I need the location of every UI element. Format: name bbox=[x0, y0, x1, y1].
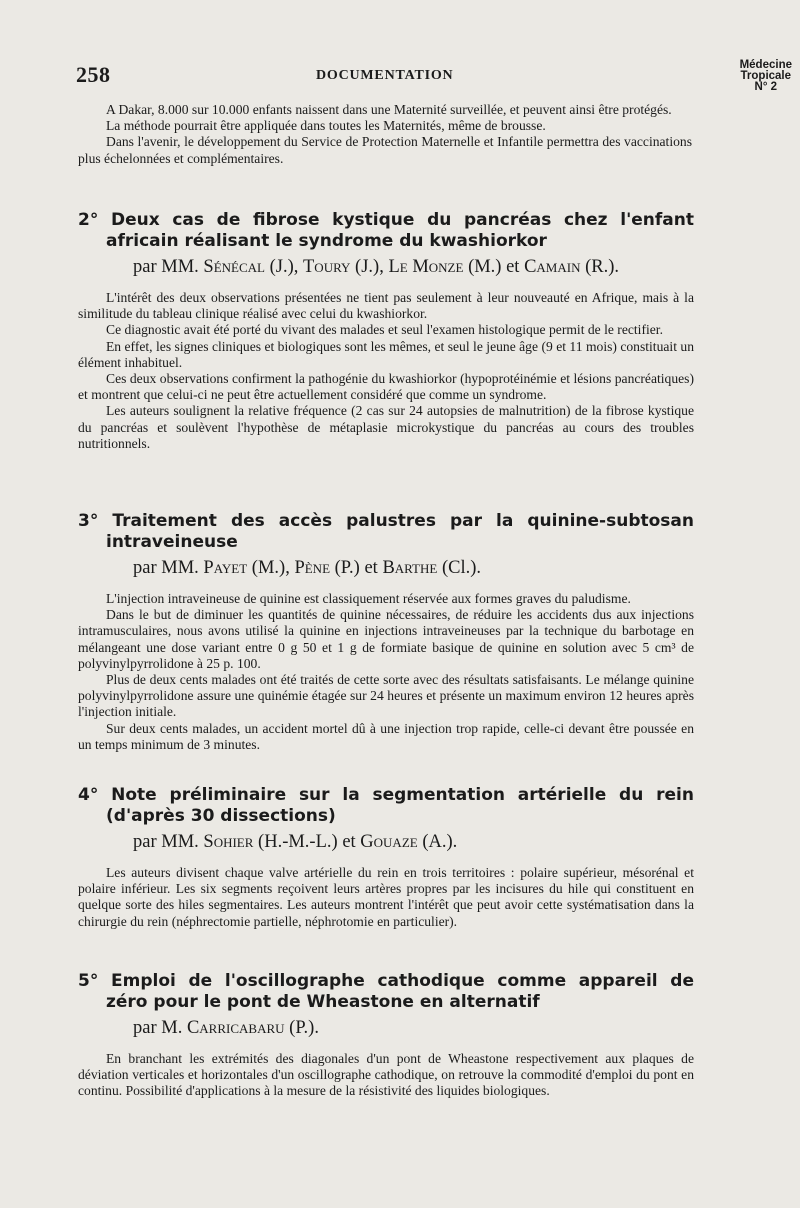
article-section bbox=[78, 785, 694, 930]
author-initials: (H.-M.-L.) bbox=[258, 832, 338, 852]
author-separator: et bbox=[501, 257, 520, 277]
article-section bbox=[78, 210, 694, 452]
author-name: Payet bbox=[203, 558, 248, 578]
author-name: Gouaze bbox=[360, 832, 418, 852]
author-name: Carricabaru bbox=[186, 1018, 285, 1038]
journal-issue: N° 2 bbox=[754, 81, 778, 93]
section-body bbox=[78, 290, 694, 452]
author-separator: , bbox=[293, 257, 299, 277]
author-name: Barthe bbox=[382, 558, 438, 578]
paragraph: Plus de deux cents malades ont été traités de cette sorte avec des résultats satisfaisants. Le mélange quinine polyvinylpyrrolidone assure une quinémie étagée sur 24 heures et présente un maximum environ 12 heures après l'injection initiale. bbox=[78, 672, 694, 720]
paragraph: En branchant les extrémités des diagonales d'un pont de Wheastone respectivement aux plaques de déviation verticales et horizontales d'un oscillographe cathodique, on retrouve la commodité d'emploi du pont en continu. Possibilité d'applications à la mesure de la résistivité des liquides biologiques. bbox=[78, 1051, 694, 1099]
author-initials: (P.). bbox=[289, 1018, 319, 1038]
author-name: Camain bbox=[524, 257, 581, 277]
page-number: 258 bbox=[76, 62, 111, 87]
section-title: 4° Note préliminaire sur la segmentation artérielle du rein (d'après 30 dissections) bbox=[78, 785, 694, 826]
author-line bbox=[133, 831, 694, 853]
author-separator: , bbox=[285, 558, 290, 578]
paragraph: A Dakar, 8.000 sur 10.000 enfants naissent dans une Maternité surveillée, et peuvent ainsi être protégés. bbox=[106, 102, 672, 117]
section-body bbox=[78, 865, 694, 930]
article-section bbox=[78, 971, 694, 1100]
section-title: 3° Traitement des accès palustres par la quinine-subtosan intraveineuse bbox=[78, 511, 694, 552]
running-head: DOCUMENTATION bbox=[316, 68, 454, 83]
section-title: 5° Emploi de l'oscillographe cathodique comme appareil de zéro pour le pont de Wheastone en alternatif bbox=[78, 971, 694, 1012]
author-initials: (M.) bbox=[468, 257, 502, 277]
authors-prefix: par MM. bbox=[133, 257, 199, 277]
paragraph: La méthode pourrait être appliquée dans toutes les Maternités, même de brousse. bbox=[106, 118, 546, 134]
author-initials: (Cl.). bbox=[441, 558, 482, 578]
author-initials: (A.). bbox=[422, 832, 458, 852]
journal-line: Tropicale bbox=[740, 70, 792, 82]
author-separator: et bbox=[337, 832, 356, 852]
section-body bbox=[78, 1051, 694, 1100]
authors-prefix: par MM. bbox=[133, 558, 199, 578]
author-separator: , bbox=[379, 257, 384, 277]
authors-prefix: par M. bbox=[133, 1018, 183, 1038]
author-name: Sénécal bbox=[203, 257, 265, 277]
paragraph: En effet, les signes cliniques et biologiques sont les mêmes, et seul le jeune âge (9 et 11 mois) constituait un élément inhabituel. bbox=[78, 338, 694, 370]
paragraph: Ce diagnostic avait été porté du vivant des malades et seul l'examen histologique permit de le rectifier. bbox=[106, 322, 663, 338]
paragraph: L'intérêt des deux observations présentées ne tient pas seulement à leur nouveauté en Afrique, mais à la similitude du tableau clinique réalisé avec celui du kwashiorkor. bbox=[78, 290, 694, 322]
author-name: Le Monze bbox=[388, 257, 464, 277]
journal-line: Médecine bbox=[739, 59, 792, 71]
paragraph: L'injection intraveineuse de quinine est classiquement réservée aux formes graves du paludisme. bbox=[106, 591, 631, 606]
section-title: 2° Deux cas de fibrose kystique du pancréas chez l'enfant africain réalisant le syndrome du kwashiorkor bbox=[78, 210, 694, 251]
author-initials: (M.) bbox=[251, 558, 286, 578]
author-name: Pène bbox=[294, 558, 331, 578]
page-header bbox=[76, 59, 800, 93]
authors-prefix: par MM. bbox=[133, 832, 199, 852]
author-line bbox=[133, 256, 694, 278]
author-initials: (P.) bbox=[334, 558, 360, 578]
paragraph: Ces deux observations confirment la pathogénie du kwashiorkor (hypoprotéinémie et lésions pancréatiques) et montrent que celui-ci ne peut être actuellement considéré que comme un syndrome. bbox=[78, 371, 694, 403]
paragraph: Les auteurs soulignent la relative fréquence (2 cas sur 24 autopsies de malnutrition) de la fibrose kystique du pancréas et soulèvent l'hypothèse de métaplasie microkystique du pancréas au cours des troubles nutritionnels. bbox=[78, 403, 694, 451]
author-line bbox=[133, 557, 694, 579]
author-line bbox=[133, 1017, 694, 1039]
author-initials: (J.) bbox=[269, 257, 294, 277]
intro-text bbox=[78, 102, 692, 167]
author-separator: et bbox=[359, 558, 378, 578]
paragraph: Dans l'avenir, le développement du Service de Protection Maternelle et Infantile permettra des vaccinations plus échelonnées et complémentaires. bbox=[78, 134, 692, 166]
author-initials: (J.) bbox=[355, 257, 380, 277]
paragraph: Sur deux cents malades, un accident mortel dû à une injection trop rapide, celle-ci devant être poussée en un temps minimum de 3 minutes. bbox=[78, 720, 694, 752]
article-section bbox=[78, 511, 694, 753]
journal-name bbox=[740, 60, 792, 93]
author-name: Sohier bbox=[203, 832, 254, 852]
paragraph: Dans le but de diminuer les quantités de quinine nécessaires, de réduire les accidents dus aux injections intramusculaires, nous avons utilisé la quinine en injections intraveineuses par la technique du barbotage en mélangeant une dose variant entre 0 g 50 et 1 g de formiate basique de quinine en solution avec 5 cm³ de polyvinylpyrrolidone à 25 p. 100. bbox=[78, 607, 694, 671]
author-name: Toury bbox=[303, 257, 351, 277]
author-initials: (R.). bbox=[585, 257, 620, 277]
paragraph: Les auteurs divisent chaque valve artérielle du rein en trois territoires : polaire supérieur, mésorénal et polaire inférieur. Les six segments reçoivent leurs artères propres par les incisures du hile qui constituent en quelque sorte des hiles segmentaires. Les auteurs montrent l'intérêt que peut avoir cette systématisation dans la chirurgie du rein (néphrectomie partielle, néphrotomie en particulier). bbox=[78, 865, 694, 929]
section-body bbox=[78, 591, 694, 753]
